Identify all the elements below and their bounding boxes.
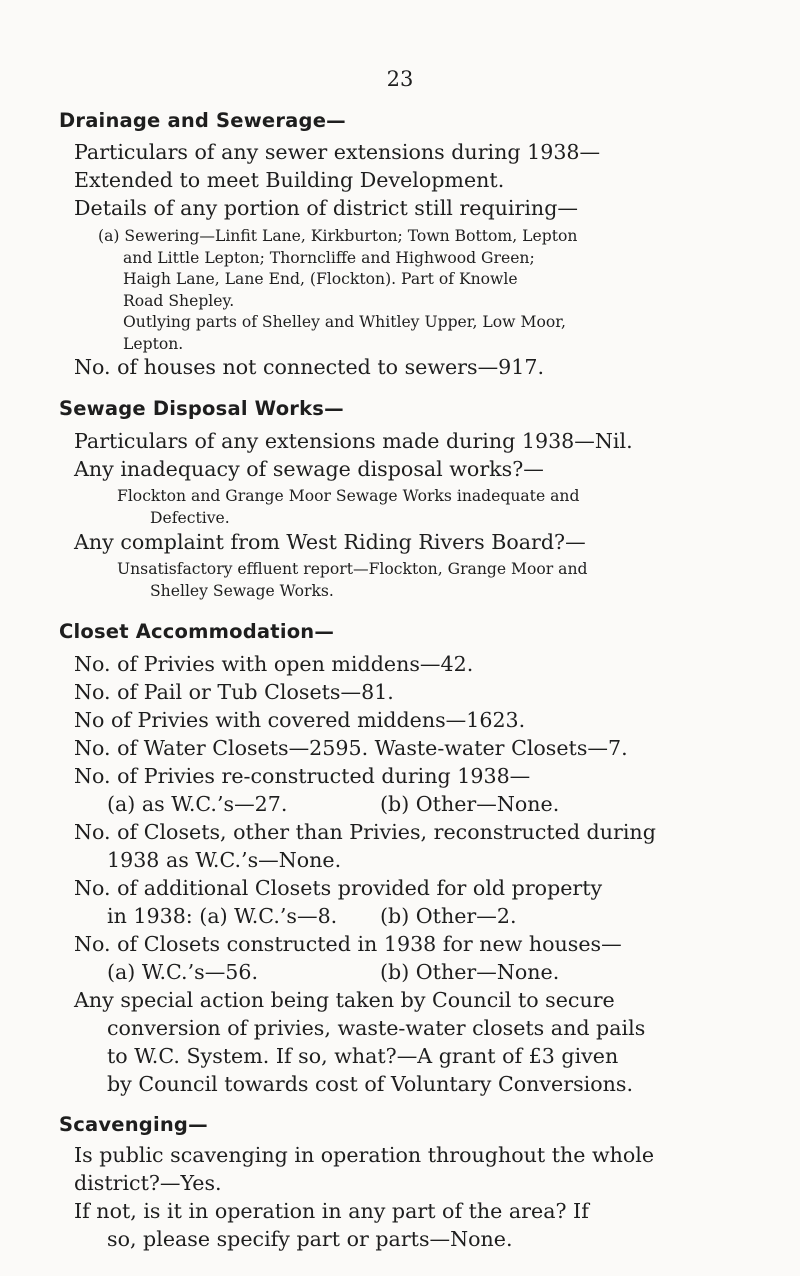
scavenging-line-3: If not, is it in operation in any part of the area? If: [74, 1198, 589, 1223]
drainage-houses: No. of houses not connected to sewers—917.: [74, 355, 545, 380]
closet-line-5: No. of Privies re-constructed during 1938—: [74, 763, 531, 788]
scavenging-line-1: Is public scavenging in operation throughout the whole: [74, 1142, 655, 1167]
scavenging-line-2: district?—Yes.: [74, 1170, 222, 1195]
drainage-outlying-2: Lepton.: [123, 334, 184, 353]
closet-line-16: by Council towards cost of Voluntary Conversions.: [107, 1072, 633, 1097]
closet-line-13: Any special action being taken by Council to secure: [74, 988, 615, 1013]
closet-line-14: conversion of privies, waste-water closets and pails: [107, 1016, 646, 1041]
sewage-complaint-2: Shelley Sewage Works.: [150, 581, 334, 600]
closet-line-11: No. of Closets constructed in 1938 for new houses—: [74, 932, 622, 957]
closet-line-7: No. of Closets, other than Privies, reconstructed during: [74, 819, 656, 844]
drainage-sewering-4: Road Shepley.: [123, 291, 235, 310]
section-heading-drainage: Drainage and Sewerage—: [59, 109, 346, 133]
closet-line-3: No of Privies with covered middens—1623.: [74, 707, 526, 732]
closet-line-6a: (a) as W.C.’s—27.: [107, 791, 288, 816]
closet-line-10a: in 1938: (a) W.C.’s—8.: [107, 904, 338, 929]
closet-line-15: to W.C. System. If so, what?—A grant of £3 given: [107, 1044, 619, 1069]
sewage-line-2: Any inadequacy of sewage disposal works?—: [74, 457, 544, 482]
page-number: 23: [386, 67, 414, 92]
drainage-sewering-3: Haigh Lane, Lane End, (Flockton). Part of Knowle: [123, 270, 518, 289]
closet-line-6b: (b) Other—None.: [380, 791, 560, 816]
sewage-line-1: Particulars of any extensions made during 1938—Nil.: [74, 429, 633, 454]
sewage-inadequacy-2: Defective.: [150, 508, 230, 527]
closet-line-2: No. of Pail or Tub Closets—81.: [74, 679, 394, 704]
drainage-sewering-2: and Little Lepton; Thorncliffe and Highwood Green;: [123, 248, 535, 267]
scavenging-line-4: so, please specify part or parts—None.: [107, 1226, 513, 1251]
section-heading-scavenging: Scavenging—: [59, 1112, 208, 1136]
section-heading-sewage: Sewage Disposal Works—: [59, 397, 344, 421]
closet-line-12b: (b) Other—None.: [380, 960, 560, 985]
drainage-outlying-1: Outlying parts of Shelley and Whitley Upper, Low Moor,: [123, 313, 566, 332]
sewage-inadequacy-1: Flockton and Grange Moor Sewage Works inadequate and: [117, 487, 580, 506]
closet-line-8: 1938 as W.C.’s—None.: [107, 848, 342, 873]
drainage-sewering-1: (a) Sewering—Linfit Lane, Kirkburton; Town Bottom, Lepton: [98, 227, 578, 246]
closet-line-10b: (b) Other—2.: [380, 904, 517, 929]
closet-line-4: No. of Water Closets—2595. Waste-water Closets—7.: [74, 735, 628, 760]
sewage-line-3: Any complaint from West Riding Rivers Board?—: [74, 530, 586, 555]
sewage-complaint-1: Unsatisfactory effluent report—Flockton, Grange Moor and: [117, 560, 588, 579]
section-heading-closet: Closet Accommodation—: [59, 619, 335, 643]
drainage-line-1: Particulars of any sewer extensions during 1938—: [74, 140, 601, 165]
drainage-line-3: Details of any portion of district still requiring—: [74, 196, 578, 221]
closet-line-12a: (a) W.C.’s—56.: [107, 960, 259, 985]
closet-line-1: No. of Privies with open middens—42.: [74, 651, 474, 676]
drainage-line-2: Extended to meet Building Development.: [74, 168, 505, 193]
closet-line-9: No. of additional Closets provided for old property: [74, 876, 603, 901]
